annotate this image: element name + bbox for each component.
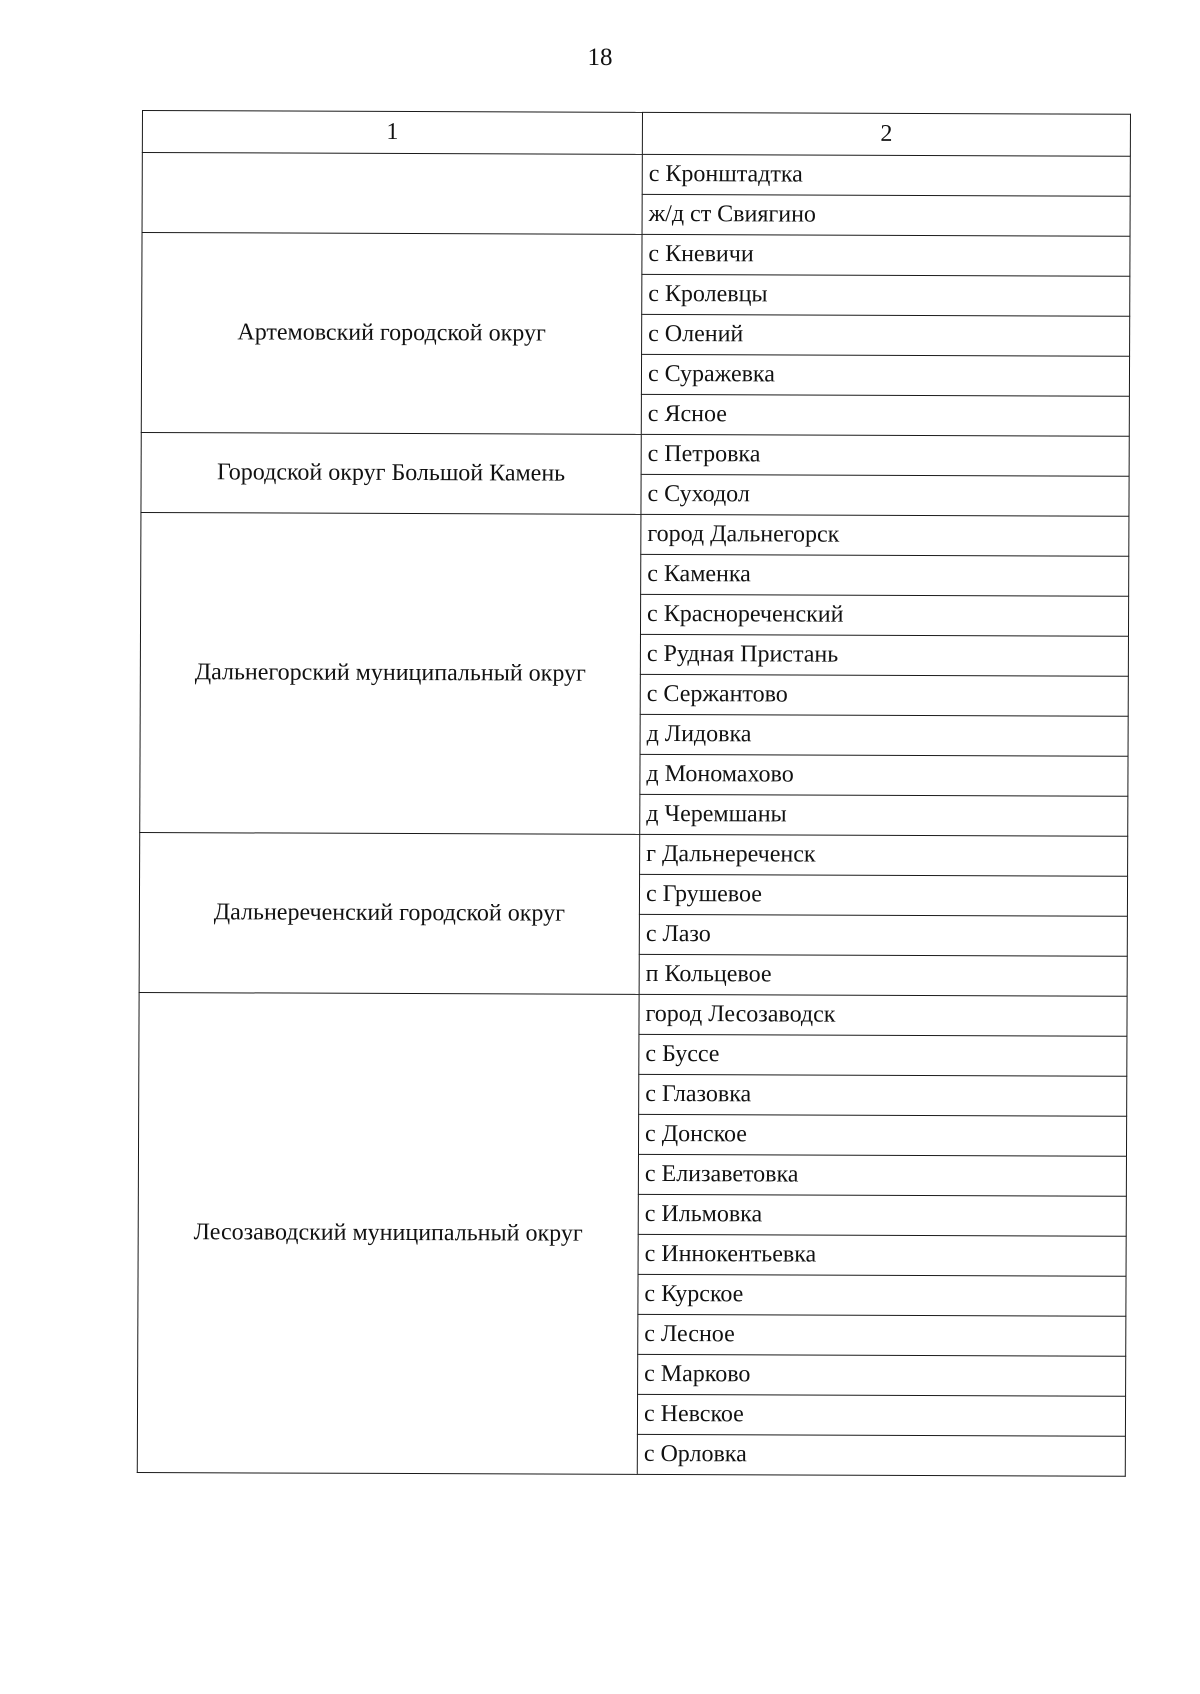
settlement-cell: с Орловка (637, 1434, 1125, 1476)
district-cell: Дальнереченский городской округ (139, 832, 640, 994)
table-row (139, 992, 1127, 1036)
column-header-1: 1 (142, 111, 642, 155)
settlement-cell: с Грушевое (639, 874, 1127, 916)
settlement-cell: с Петровка (641, 434, 1129, 476)
settlement-cell: с Ильмовка (638, 1194, 1126, 1236)
district-cell: Лесозаводский муниципальный округ (137, 992, 639, 1474)
settlement-cell: с Елизаветовка (638, 1154, 1126, 1196)
district-cell (142, 153, 642, 235)
district-cell: Артемовский городской округ (141, 233, 642, 435)
district-cell: Дальнегорский муниципальный округ (140, 512, 641, 834)
settlement-cell: с Олений (642, 314, 1130, 356)
settlement-cell: с Лазо (639, 914, 1127, 956)
settlement-cell: с Глазовка (639, 1074, 1127, 1116)
settlement-cell: г Дальнереченск (640, 834, 1128, 876)
table-row (141, 512, 1129, 556)
settlement-cell: с Суходол (641, 474, 1129, 516)
table-body (137, 111, 1130, 1477)
table-row (142, 233, 1130, 277)
settlement-cell: д Черемшаны (640, 794, 1128, 836)
settlement-cell: д Мономахово (640, 754, 1128, 796)
settlement-cell: город Лесозаводск (639, 994, 1127, 1036)
settlement-cell: с Суражевка (641, 354, 1129, 396)
settlement-cell: с Кролевцы (642, 274, 1130, 316)
settlement-cell: ж/д ст Свиягино (642, 194, 1130, 236)
settlement-cell: д Лидовка (640, 714, 1128, 756)
settlement-cell: с Краснореченский (640, 594, 1128, 636)
header-row (142, 111, 1130, 157)
settlement-cell: город Дальнегорск (641, 514, 1129, 556)
settlement-cell: с Иннокентьевка (638, 1234, 1126, 1276)
settlement-cell: с Донское (638, 1114, 1126, 1156)
district-cell: Городской округ Большой Камень (141, 432, 641, 514)
settlement-cell: с Марково (638, 1354, 1126, 1396)
settlement-cell: с Кневичи (642, 234, 1130, 276)
settlement-cell: с Кронштадтка (642, 154, 1130, 196)
settlement-cell: с Лесное (638, 1314, 1126, 1356)
settlement-cell: с Каменка (641, 554, 1129, 596)
settlement-cell: с Ясное (641, 394, 1129, 436)
column-header-2: 2 (642, 112, 1130, 156)
table-row (141, 432, 1129, 476)
table-row (140, 832, 1128, 876)
settlements-table (137, 110, 1131, 1477)
page-number: 18 (587, 44, 613, 71)
settlement-cell: с Курское (638, 1274, 1126, 1316)
table-row (142, 153, 1130, 197)
settlement-cell: с Буссе (639, 1034, 1127, 1076)
settlement-cell: с Рудная Пристань (640, 634, 1128, 676)
settlement-cell: с Невское (637, 1394, 1125, 1436)
settlement-cell: п Кольцевое (639, 954, 1127, 996)
settlement-cell: с Сержантово (640, 674, 1128, 716)
